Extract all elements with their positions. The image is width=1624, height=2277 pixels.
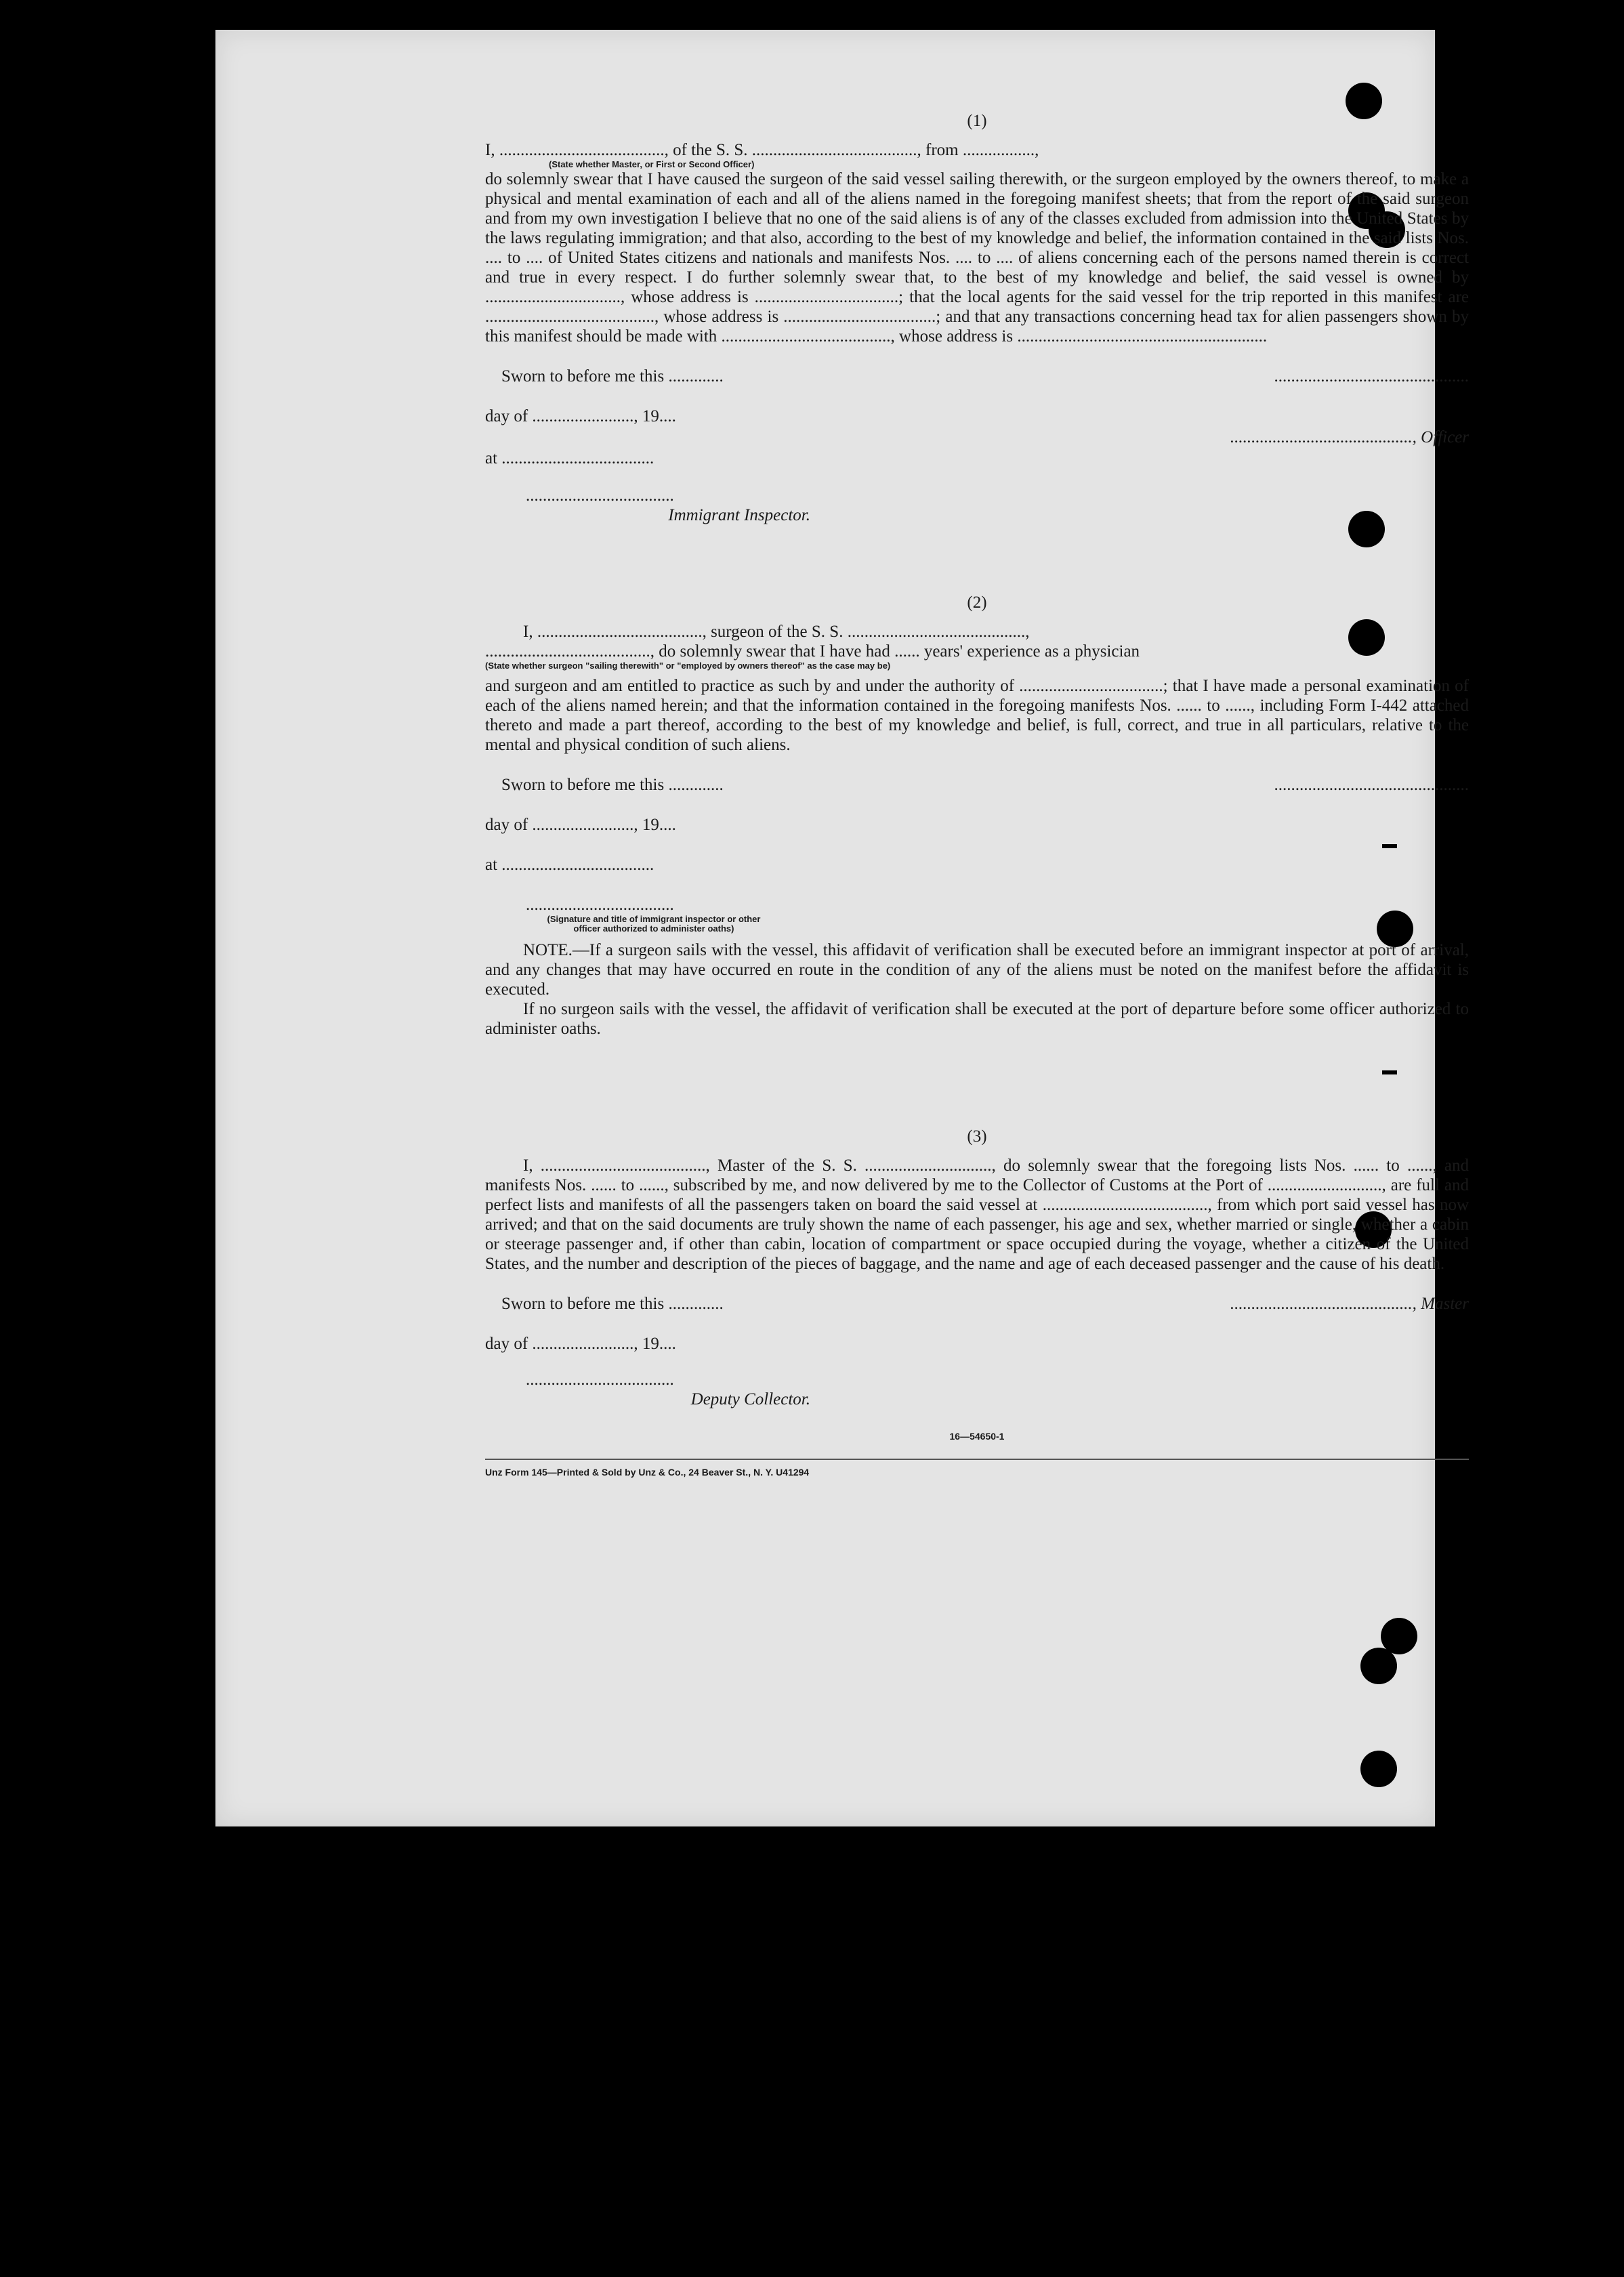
section-2-at: at .................................... — [485, 856, 654, 874]
section-2-sworn: Sworn to before me this ............. — [501, 776, 724, 794]
section-1-inspector-line: ................................... — [526, 486, 674, 505]
section-2-note-paragraph-1: NOTE.—If a surgeon sails with the vessel, this affidavit of verification shall be executed before an immigrant inspector at port of arrival, and any changes that may have occurred en route in the condition of any of the aliens must be noted on the manifest before the affidavit is executed. — [485, 941, 1469, 999]
section-2-note: (State whether surgeon "sailing therewith" or "employed by owners thereof" as the case may be) — [485, 661, 891, 671]
punch-hole — [1360, 1751, 1397, 1787]
section-3-sworn: Sworn to before me this ............. — [501, 1295, 724, 1313]
section-1-body: do solemnly swear that I have caused the surgeon of the said vessel sailing therewith, or the surgeon employed by the owners thereof, to make a physical and mental examination of each and all of the aliens named in the foregoing manifest sheets; that from the report of the said surgeon and from my own investigation I believe that no one of the said aliens is of any of the classes excluded from admission into the United States by the laws regulating immigration; and that also, according to the best of my knowledge and belief, the information contained in the said lists Nos. .... to .... of United States citizens and nationals and manifests Nos. .... to .... of aliens concerning each of the persons named therein is correct and true in every respect. I do further solemnly swear that, to the best of my knowledge and belief, the said vessel is owned by ................................, whose address is ..................................; that the local agents for the said vessel for the trip reported in this manifest are ........................................, whose address is ....................................; and that any transactions concerning head tax for alien passengers shown by this manifest should be made with ........................................, whose address is ........................................................... — [485, 170, 1469, 346]
section-2-note-paragraph-2: If no surgeon sails with the vessel, the affidavit of verification shall be executed at the port of departure before some officer authorized to administer oaths. — [485, 1000, 1469, 1038]
section-2-signature-note: (Signature and title of immigrant inspector or other officer authorized to administer oaths) — [547, 914, 761, 934]
section-2-day-of: day of ........................, 19.... — [485, 816, 676, 834]
section-1-at: at .................................... — [485, 449, 654, 467]
section-1-number: (1) — [967, 112, 987, 130]
section-1-line1: I, ......................................., of the S. S. ......................................., from ................., — [485, 141, 1039, 159]
section-1-inspector-title: Immigrant Inspector. — [668, 506, 810, 524]
section-1-note: (State whether Master, or First or Second Officer) — [549, 159, 755, 169]
section-2-signature-line: .............................................. — [1274, 776, 1469, 794]
section-2-body: and surgeon and am entitled to practice as such by and under the authority of ..................................; that I have made a personal examination of each of the aliens named herein; and that the information contained in the foregoing manifests Nos. ...... to ......, including Form I-442 attached thereto and made a part thereof, according to the best of my knowledge and belief, is full, correct, and true in all particulars, relative to the mental and physical condition of such aliens. — [485, 677, 1469, 754]
printer-footer: Unz Form 145—Printed & Sold by Unz & Co., 24 Beaver St., N. Y. U41294 — [485, 1459, 1469, 1482]
section-1-signature-line: .............................................. — [1274, 367, 1469, 385]
section-3-master: ..........................................., Master — [1230, 1295, 1469, 1313]
section-3-number: (3) — [967, 1127, 987, 1146]
punch-hole — [1360, 1648, 1397, 1684]
section-3-collector-title: Deputy Collector. — [690, 1390, 810, 1408]
section-3-body: I, ......................................., Master of the S. S. .............................., do solemnly swear that the foregoing lists Nos. ...... to ......, and manifests Nos. ...... to ......, subscribed by me, and now delivered by me to the Collector of Customs at the Port of ..........................., are full and perfect lists and manifests of all the passengers taken on board the said vessel at ......................................., from which port said vessel has now arrived; and that on the said documents are truly shown the name of each passenger, his age and sex, whether married or single, whether a cabin or steerage passenger and, if other than cabin, location of compartment or space occupied during the voyage, whether a citizen of the United States, and the number and description of the pieces of baggage, and the name and age of each deceased passenger and the cause of his death. — [485, 1156, 1469, 1273]
document-page — [215, 30, 1469, 1826]
section-3-collector-line: ................................... — [526, 1371, 674, 1389]
section-1-officer: ..........................................., Officer — [1230, 428, 1469, 446]
section-2-signature-dots: ................................... — [526, 896, 674, 914]
section-2-line2: ......................................., do solemnly swear that I have had ...... years' experience as a physician — [485, 642, 1140, 661]
section-3-day-of: day of ........................, 19.... — [485, 1335, 676, 1353]
section-2-line1: I, ......................................., surgeon of the S. S. .........................................., — [523, 623, 1030, 641]
form-content — [485, 111, 1469, 1482]
section-1-day-of: day of ........................, 19.... — [485, 407, 676, 425]
section-2-number: (2) — [967, 593, 987, 612]
section-1-sworn: Sworn to before me this ............. — [501, 367, 724, 385]
form-code: 16—54650-1 — [949, 1431, 1005, 1442]
